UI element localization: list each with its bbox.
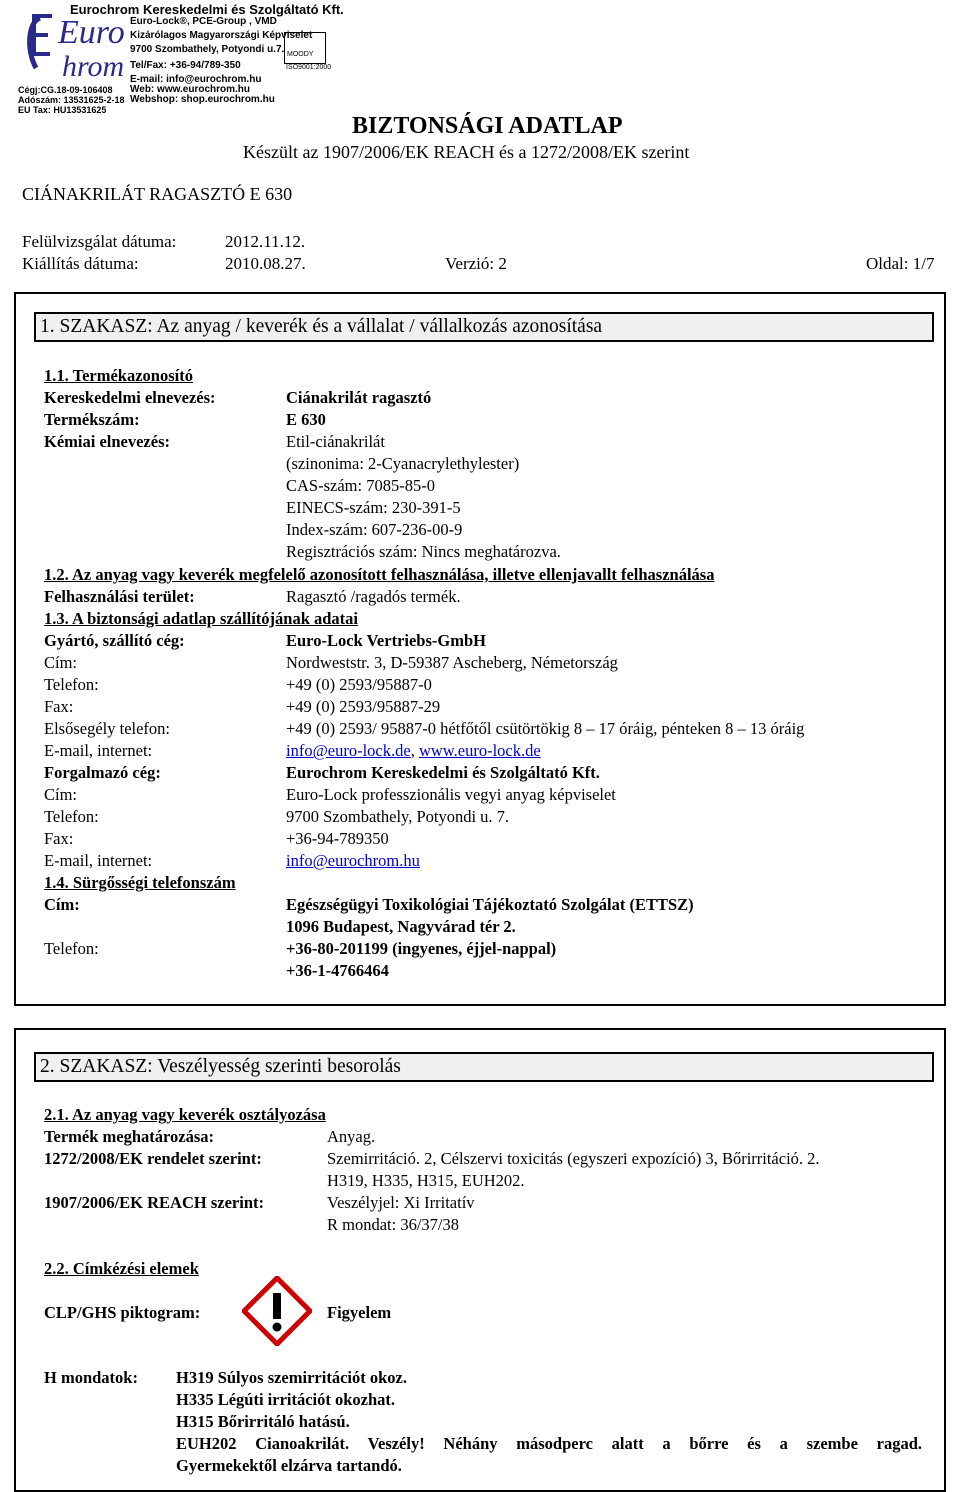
einecs-number: EINECS-szám: 230-391-5 xyxy=(286,498,461,517)
version: Verzió: 2 xyxy=(445,254,507,273)
distributor-address-label: Cím: xyxy=(44,785,78,804)
supplier-website-link[interactable]: www.euro-lock.de xyxy=(418,741,541,760)
emergency-address-label: Cím: xyxy=(44,895,80,914)
product-number-label: Termékszám: xyxy=(44,410,140,429)
product-definition-label: Termék meghatározása: xyxy=(44,1127,215,1146)
emergency-service-name: Egészségügyi Toxikológiai Tájékoztató Szolgálat (ETTSZ) xyxy=(286,895,694,914)
distributor-phone-label: Telefon: xyxy=(44,807,99,826)
product-definition-value: Anyag. xyxy=(327,1127,376,1146)
company-name: Eurochrom Kereskedelmi és Szolgáltató Kft. xyxy=(70,2,344,17)
index-number: Index-szám: 607-236-00-9 xyxy=(286,520,463,539)
company-reg-1: Cégj:CG.18-09-106408 xyxy=(18,85,113,95)
company-web: Web: www.eurochrom.hu xyxy=(130,84,251,95)
document-title: BIZTONSÁGI ADATLAP xyxy=(352,113,623,139)
address-value: Nordweststr. 3, D-59387 Ascheberg, Németország xyxy=(286,653,618,672)
use-label: Felhasználási terület: xyxy=(44,587,195,606)
reach-r-phrases: R mondat: 36/37/38 xyxy=(327,1215,459,1234)
company-tel: Tel/Fax: +36-94/789-350 xyxy=(130,60,241,71)
distributor-email-label: E-mail, internet: xyxy=(44,851,153,870)
emergency-phone-label: Telefon: xyxy=(44,939,99,958)
clp-classification: Szemirritáció. 2, Célszervi toxicitás (egyszeri expozíció) 3, Bőrirritáció. 2. xyxy=(327,1149,820,1168)
h-statement-children: Gyermekektől elzárva tartandó. xyxy=(176,1456,402,1475)
section-1-title: 1. SZAKASZ: Az anyag / keverék és a vállalat / vállalkozás azonosítása xyxy=(34,312,934,342)
review-date: 2012.11.12. xyxy=(225,232,306,251)
heading-1-2: 1.2. Az anyag vagy keverék megfelelő azonosított felhasználása, illetve ellenjavallt felhasználása xyxy=(44,565,715,584)
distributor-address-value: Euro-Lock professzionális vegyi anyag képviselet xyxy=(286,785,616,804)
pictogram-label: CLP/GHS piktogram: xyxy=(44,1303,201,1322)
issue-date: 2010.08.27. xyxy=(225,254,306,273)
company-email: E-mail: info@eurochrom.hu xyxy=(130,74,262,85)
issue-date-label: Kiállítás dátuma: xyxy=(22,254,139,273)
first-aid-value: +49 (0) 2593/ 95887-0 hétfőtől csütörtökig 8 – 17 óráig, pénteken 8 – 13 óráig xyxy=(286,719,805,738)
heading-1-1: 1.1. Termékazonosító xyxy=(44,366,193,385)
trade-name-label: Kereskedelmi elnevezés: xyxy=(44,388,216,407)
fax-label: Fax: xyxy=(44,697,74,716)
review-date-label: Felülvizsgálat dátuma: xyxy=(22,232,177,251)
company-address: 9700 Szombathely, Potyondi u.7. xyxy=(130,44,285,55)
product-name: CIÁNAKRILÁT RAGASZTÓ E 630 xyxy=(22,184,293,204)
page-number: Oldal: 1/7 xyxy=(866,254,935,273)
phone-label: Telefon: xyxy=(44,675,99,694)
section-2-title: 2. SZAKASZ: Veszélyesség szerinti besorolás xyxy=(34,1052,934,1082)
reach-hazard-symbol: Veszélyjel: Xi Irritatív xyxy=(327,1193,475,1212)
email-separator: , xyxy=(410,741,419,760)
distributor-value: Eurochrom Kereskedelmi és Szolgáltató Kft. xyxy=(286,763,600,782)
h-statements-label: H mondatok: xyxy=(44,1368,138,1387)
document-subtitle: Készült az 1907/2006/EK REACH és a 1272/2008/EK szerint xyxy=(243,142,690,162)
heading-1-3: 1.3. A biztonsági adatlap szállítójának adatai xyxy=(44,609,359,628)
distributor-fax-label: Fax: xyxy=(44,829,74,848)
logo-text-hrom: hrom xyxy=(62,50,125,83)
first-aid-label: Elsősegély telefon: xyxy=(44,719,171,738)
logo-text-euro: Euro xyxy=(58,14,125,51)
company-reg-2: Adószám: 13531625-2-18 xyxy=(18,95,125,105)
emergency-service-address: 1096 Budapest, Nagyvárad tér 2. xyxy=(286,917,516,936)
company-shop: Webshop: shop.eurochrom.hu xyxy=(130,94,275,105)
distributor-fax-value: +36-94-789350 xyxy=(286,829,389,848)
email-internet-values xyxy=(286,741,541,761)
manufacturer-value: Euro-Lock Vertriebs-GmbH xyxy=(286,631,486,650)
cert-text: MOODY xyxy=(287,51,314,58)
address-label: Cím: xyxy=(44,653,78,672)
h-statement-h319: H319 Súlyos szemirritációt okoz. xyxy=(176,1368,407,1387)
use-value: Ragasztó /ragadós termék. xyxy=(286,587,461,606)
signal-word: Figyelem xyxy=(327,1303,392,1322)
cert-iso: ISO9001:2000 xyxy=(286,64,332,71)
email-label: E-mail, internet: xyxy=(44,741,153,760)
supplier-email-link[interactable]: info@euro-lock.de xyxy=(286,741,411,760)
company-logo xyxy=(22,10,132,90)
chemical-synonym: (szinonima: 2-Cyanacrylethylester) xyxy=(286,454,520,473)
clp-hazard-codes: H319, H335, H315, EUH202. xyxy=(327,1171,525,1190)
ghs-exclamation-icon xyxy=(242,1276,312,1346)
company-rep: Kizárólagos Magyarországi Képviselet xyxy=(130,30,313,41)
heading-2-2: 2.2. Címkézési elemek xyxy=(44,1259,199,1278)
company-reg-3: EU Tax: HU13531625 xyxy=(18,105,107,115)
heading-2-1: 2.1. Az anyag vagy keverék osztályozása xyxy=(44,1105,326,1124)
distributor-label: Forgalmazó cég: xyxy=(44,763,161,782)
emergency-phone-1: +36-80-201199 (ingyenes, éjjel-nappal) xyxy=(286,939,557,958)
certification-badge xyxy=(284,32,326,64)
phone-value: +49 (0) 2593/95887-0 xyxy=(286,675,432,694)
distributor-phone-value: 9700 Szombathely, Potyondi u. 7. xyxy=(286,807,510,826)
registration-number: Regisztrációs szám: Nincs meghatározva. xyxy=(286,542,561,561)
manufacturer-label: Gyártó, szállító cég: xyxy=(44,631,185,650)
chemical-name-line: Etil-ciánakrilát xyxy=(286,432,385,451)
emergency-phone-2: +36-1-4766464 xyxy=(286,961,389,980)
cas-number: CAS-szám: 7085-85-0 xyxy=(286,476,435,495)
h-statement-h335: H335 Légúti irritációt okozhat. xyxy=(176,1390,396,1409)
h-statement-h315: H315 Bőrirritáló hatású. xyxy=(176,1412,350,1431)
fax-value: +49 (0) 2593/95887-29 xyxy=(286,697,441,716)
h-statement-euh202: EUH202 Cianoakrilát. Veszély! Néhány másodperc alatt a bőrre és a szembe ragad. xyxy=(176,1434,922,1453)
trade-name-value: Ciánakrilát ragasztó xyxy=(286,388,432,407)
product-number-value: E 630 xyxy=(286,410,326,429)
reach-regulation-label: 1907/2006/EK REACH szerint: xyxy=(44,1193,264,1212)
chemical-name-label: Kémiai elnevezés: xyxy=(44,432,170,451)
heading-1-4: 1.4. Sürgősségi telefonszám xyxy=(44,873,236,892)
company-brands: Euro-Lock®, PCE-Group , VMD xyxy=(130,16,277,27)
distributor-email-link[interactable]: info@eurochrom.hu xyxy=(286,851,420,870)
clp-regulation-label: 1272/2008/EK rendelet szerint: xyxy=(44,1149,262,1168)
